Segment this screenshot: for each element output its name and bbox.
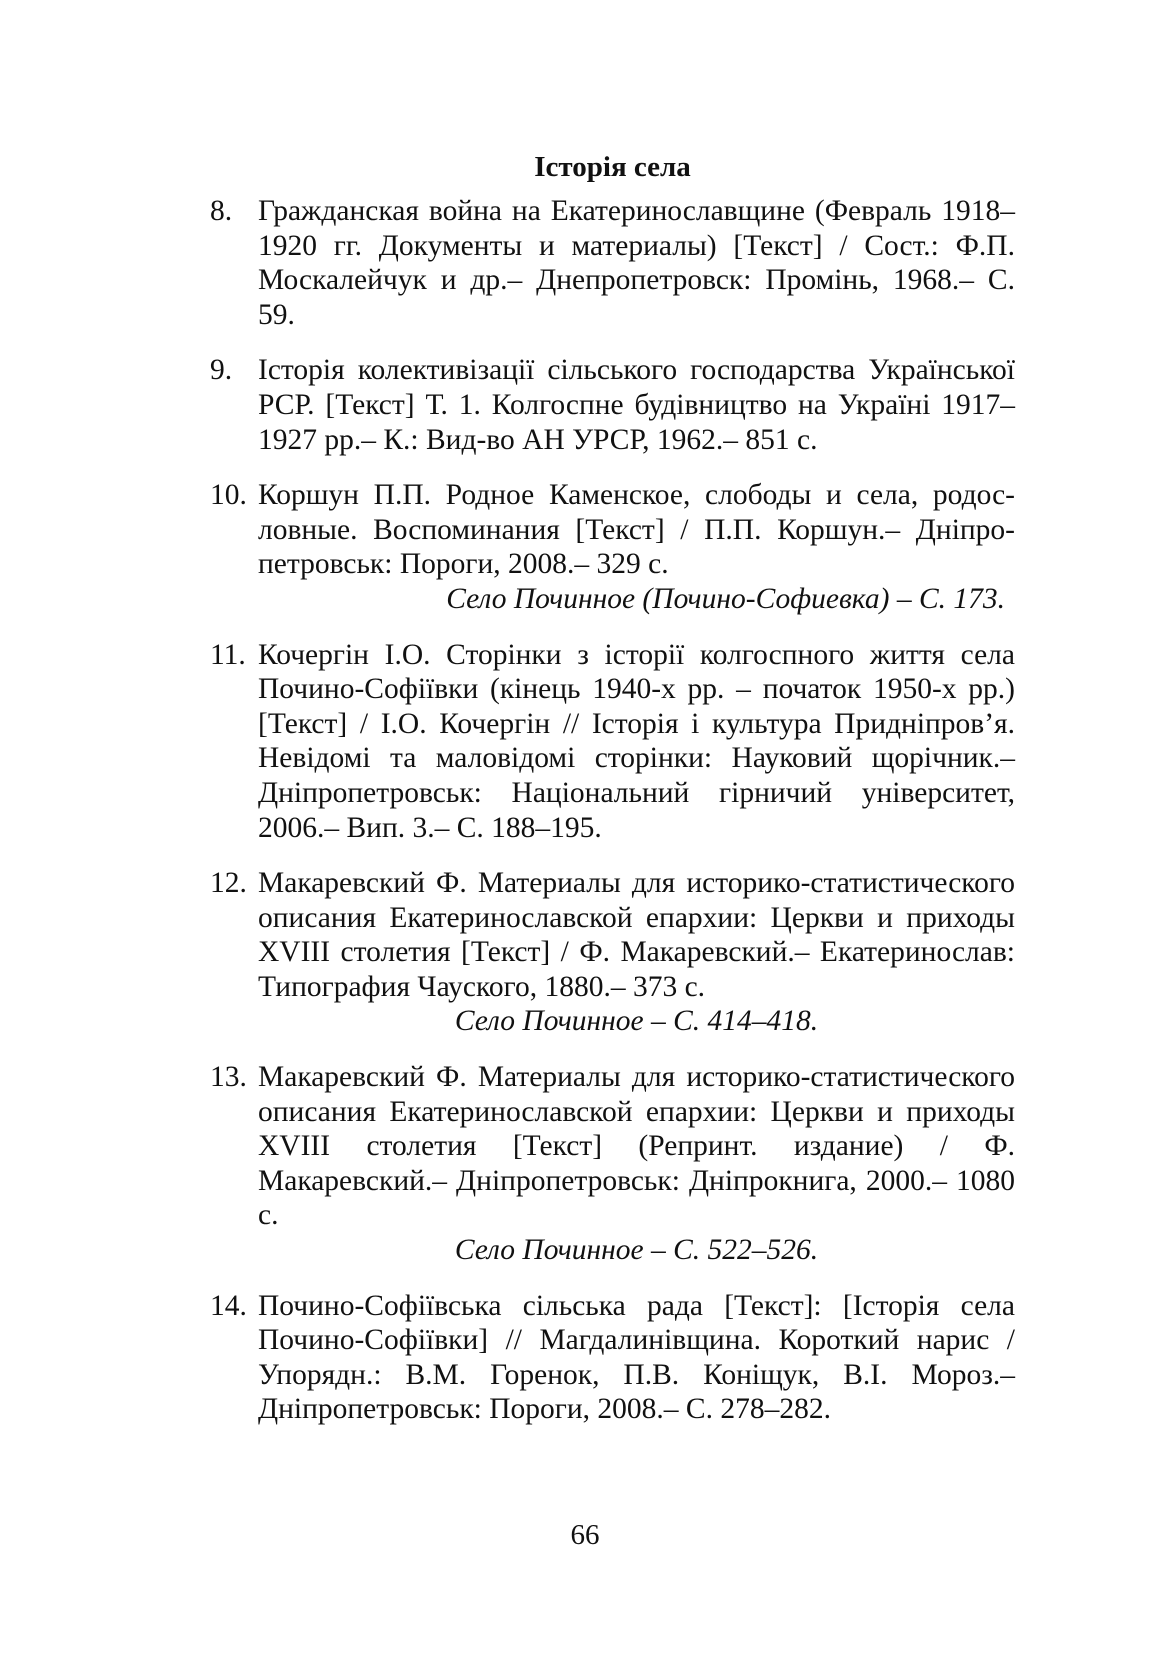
bibliography-entry-11 xyxy=(210,638,1015,846)
page-number: 66 xyxy=(570,1519,600,1551)
entry-text: Коршун П.П. Родное Каменское, слободы и села, родословные. Воспоминания [Текст] / П.П. Коршун.– Дніпропетровськ: Пороги, 2008.– 329 с. xyxy=(258,479,1015,581)
entry-text: Почино-Софіївська сільська рада [Текст]: [Історія села Почино-Софіївки] // Магдалинівщина. Короткий нарис / Упорядн.: В.М. Горенок, П.В. Коніщук, В.І. Мороз.– Дніпропетровськ: Пороги, 2008.– С. 278–282. xyxy=(258,1289,1015,1426)
bibliography-entry-9 xyxy=(210,353,1015,457)
bibliography-entry-10 xyxy=(210,478,1015,616)
entry-note: Село Починное – С. 414–418. xyxy=(454,1005,819,1038)
entry-number: 14. xyxy=(210,1289,247,1322)
entry-number: 9. xyxy=(210,354,233,387)
document-page xyxy=(210,150,1015,1550)
entry-number: 13. xyxy=(210,1061,247,1094)
entry-note: Село Починное (Почино-Софиевка) – С. 173. xyxy=(446,582,1005,615)
entry-text: Макаревский Ф. Материалы для историко-статистического описания Екатеринославской епархии: Церкви и приходы XVIII столетия [Текст] / Ф. Макаревский.– Екатеринослав: Типография Чауского, 1880.– 373 с. xyxy=(258,867,1015,1003)
entry-number: 8. xyxy=(210,195,233,227)
entry-number: 11. xyxy=(210,638,246,671)
bibliography-entry-8 xyxy=(210,194,1015,332)
entry-text: Історія колективізації сільського господарства Української РСР. [Текст] Т. 1. Колгоспне будівництво на Україні 1917–1927 рр.– К.: Вид-во АН УРСР, 1962.– 851 с. xyxy=(258,354,1015,456)
bibliography-entry-12 xyxy=(210,866,1015,1039)
entry-number: 12. xyxy=(210,867,247,900)
entry-text: Гражданская война на Екатеринославщине (Февраль 1918–1920 гг. Документы и материалы) [Текст] / Сост.: Ф.П. Москалейчук и др.– Днепропетровск: Промінь, 1968.– С. 59. xyxy=(258,195,1015,331)
entry-text: Кочергін І.О. Сторінки з історії колгоспного життя села Почино-Софіївки (кінець 1940-х рр. – початок 1950-х рр.) [Текст] / І.О. Кочергін // Історія і культура Придніпров’я. Невідомі та маловідомі сторінки: Науковий щорічник.– Дніпропетровськ: Національний гірничий університет, 2006.– Вип. 3.– С. 188–195. xyxy=(258,638,1015,844)
bibliography-entry-14 xyxy=(210,1289,1015,1427)
section-title: Історія села xyxy=(534,151,691,183)
bibliography-entry-13 xyxy=(210,1060,1015,1268)
entry-text: Макаревский Ф. Материалы для историко-статистического описания Екатеринославской епархии: Церкви и приходы XVIII столетия [Текст] (Репринт. издание) / Ф. Макаревский.– Дніпропетровськ: Дніпрокнига, 2000.– 1080 с. xyxy=(258,1061,1015,1232)
entry-note: Село Починное – С. 522–526. xyxy=(454,1234,819,1267)
entry-number: 10. xyxy=(210,479,247,512)
